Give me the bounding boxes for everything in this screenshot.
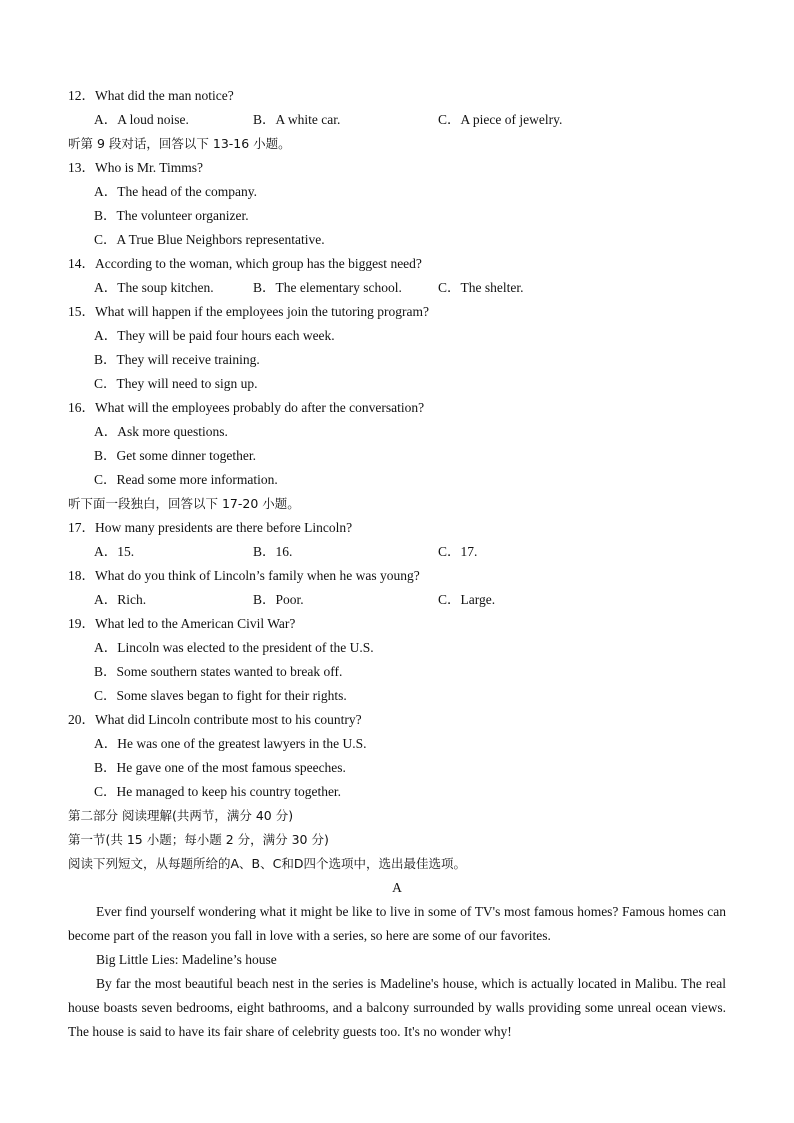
section-9-instruction: 听第 9 段对话，回答以下 13-16 小题。	[68, 136, 291, 151]
question-13-option-b: B．The volunteer organizer.	[94, 208, 249, 223]
reading-instruction: 阅读下列短文，从每题所给的A、B、C和D四个选项中，选出最佳选项。	[68, 856, 466, 871]
question-17-option-c: C．17.	[438, 544, 478, 559]
question-12-option-c: C．A piece of jewelry.	[438, 112, 563, 127]
passage-letter: A	[392, 880, 402, 895]
passage-paragraph-1-text: Ever find yourself wondering what it might be like to live in some of TV's most famous homes? Famous homes can become part of the reason you fall in love with a series, so here are some of our favorites.	[68, 904, 726, 943]
passage-subheading: Big Little Lies: Madeline’s house	[96, 952, 277, 967]
question-18-option-b: B．Poor.	[253, 592, 304, 607]
section-10-instruction: 听下面一段独白，回答以下 17-20 小题。	[68, 496, 300, 511]
passage-paragraph-2-text: By far the most beautiful beach nest in the series is Madeline's house, which is actually located in Malibu. The real house boasts seven bedrooms, eight bathrooms, and a balcony surrounded by walls providing some unreal ocean views. The house is said to have its fair share of celebrity guests too. It's no wonder why!	[68, 976, 726, 1039]
question-14-option-a: A．The soup kitchen.	[94, 280, 214, 295]
question-17-option-b: B．16.	[253, 544, 293, 559]
question-18-stem: 18．What do you think of Lincoln’s family when he was young?	[68, 568, 420, 583]
question-20-option-a: A．He was one of the greatest lawyers in the U.S.	[94, 736, 367, 751]
passage-paragraph-1	[68, 900, 726, 948]
question-20-stem: 20．What did Lincoln contribute most to his country?	[68, 712, 362, 727]
question-16-stem: 16．What will the employees probably do after the conversation?	[68, 400, 425, 415]
question-14-option-c: C．The shelter.	[438, 280, 524, 295]
question-12-option-b: B．A white car.	[253, 112, 341, 127]
question-19-stem: 19．What led to the American Civil War?	[68, 616, 296, 631]
question-16-option-a: A．Ask more questions.	[94, 424, 228, 439]
question-16-option-c: C．Read some more information.	[94, 472, 278, 487]
question-20-option-b: B．He gave one of the most famous speeches.	[94, 760, 346, 775]
question-17-stem: 17．How many presidents are there before Lincoln?	[68, 520, 353, 535]
question-15-stem: 15．What will happen if the employees join the tutoring program?	[68, 304, 430, 319]
question-13-stem: 13．Who is Mr. Timms?	[68, 160, 204, 175]
question-15-option-b: B．They will receive training.	[94, 352, 260, 367]
question-17-option-a: A．15.	[94, 544, 135, 559]
question-19-option-c: C．Some slaves began to fight for their rights.	[94, 688, 347, 703]
question-13-option-c: C．A True Blue Neighbors representative.	[94, 232, 325, 247]
question-16-option-b: B．Get some dinner together.	[94, 448, 256, 463]
question-12-stem: 12．What did the man notice?	[68, 88, 234, 103]
passage-paragraph-2	[68, 972, 726, 1044]
question-20-option-c: C．He managed to keep his country together.	[94, 784, 342, 799]
question-15-option-a: A．They will be paid four hours each week.	[94, 328, 335, 343]
question-14-option-b: B．The elementary school.	[253, 280, 402, 295]
question-12-option-a: A．A loud noise.	[94, 112, 189, 127]
question-19-option-b: B．Some southern states wanted to break off.	[94, 664, 343, 679]
question-18-option-a: A．Rich.	[94, 592, 147, 607]
question-13-option-a: A．The head of the company.	[94, 184, 257, 199]
question-15-option-c: C．They will need to sign up.	[94, 376, 258, 391]
section-1-heading: 第一节(共 15 小题；每小题 2 分，满分 30 分)	[68, 832, 329, 847]
question-14-stem: 14．According to the woman, which group has the biggest need?	[68, 256, 422, 271]
question-18-option-c: C．Large.	[438, 592, 496, 607]
question-19-option-a: A．Lincoln was elected to the president of the U.S.	[94, 640, 374, 655]
part-2-heading: 第二部分 阅读理解(共两节，满分 40 分)	[68, 808, 294, 823]
